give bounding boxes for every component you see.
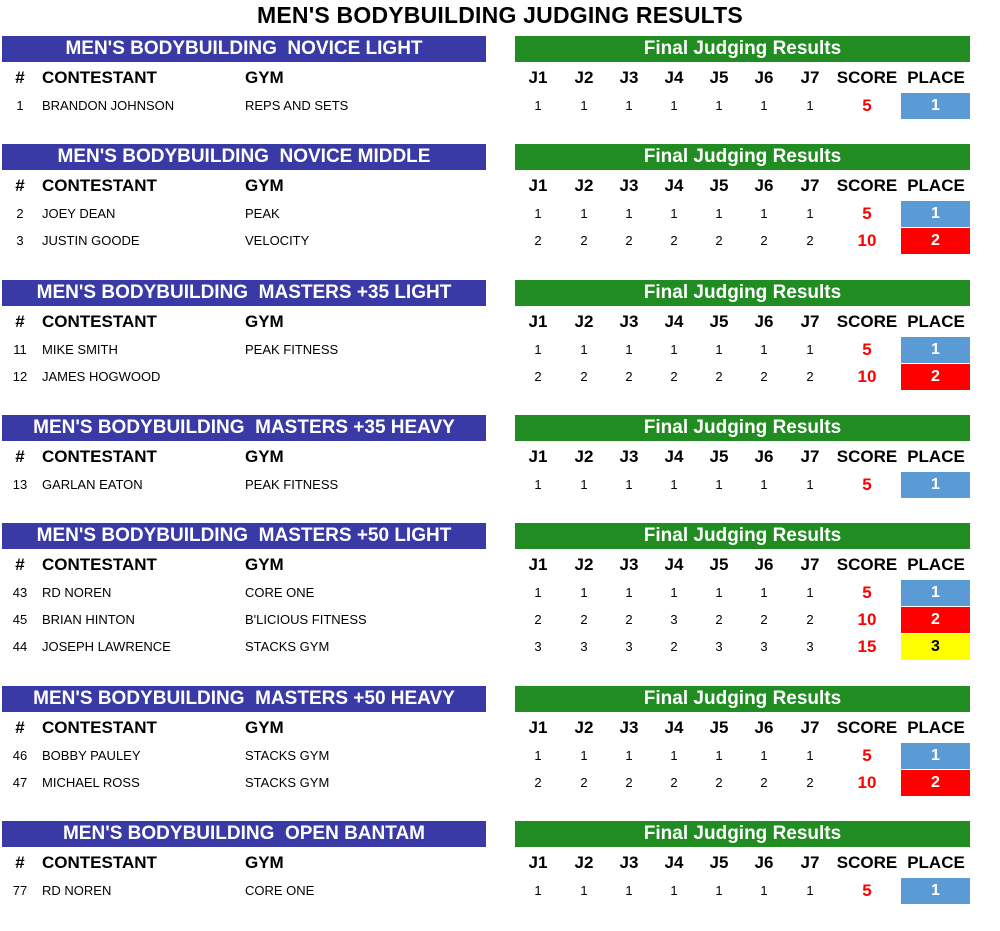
header-judge: J2 [574, 718, 594, 737]
contestant-gym: PEAK FITNESS [245, 477, 339, 492]
contestant-name: JOEY DEAN [42, 206, 116, 221]
contestant-number: 1 [16, 98, 24, 113]
category-header: MEN'S BODYBUILDING MASTERS +35 HEAVY [2, 415, 486, 441]
header-judge: J7 [800, 68, 820, 87]
judge-score: 1 [625, 883, 633, 898]
contestant-row [0, 94, 1000, 118]
judge-score: 2 [806, 775, 814, 790]
judge-score: 1 [760, 585, 768, 600]
place-badge: 1 [901, 93, 970, 119]
header-number: # [15, 68, 25, 87]
judge-score: 2 [625, 369, 633, 384]
contestant-number: 46 [12, 748, 28, 763]
column-headers [0, 310, 1000, 334]
contestant-name: JAMES HOGWOOD [42, 369, 161, 384]
header-number: # [15, 176, 25, 195]
header-judge: J7 [800, 853, 820, 872]
judge-score: 2 [625, 775, 633, 790]
header-judge: J3 [619, 718, 639, 737]
judge-score: 1 [715, 883, 723, 898]
header-contestant: CONTESTANT [42, 176, 157, 195]
judge-score: 2 [760, 775, 768, 790]
place-badge: 2 [901, 228, 970, 254]
header-judge: J7 [800, 312, 820, 331]
judge-score: 1 [580, 206, 588, 221]
total-score: 10 [857, 231, 877, 250]
header-score: SCORE [836, 447, 898, 466]
header-judge: J1 [528, 312, 548, 331]
judge-score: 1 [715, 585, 723, 600]
header-gym: GYM [245, 718, 284, 737]
judge-score: 1 [580, 585, 588, 600]
contestant-row [0, 879, 1000, 903]
contestant-gym: B'LICIOUS FITNESS [245, 612, 367, 627]
judge-score: 2 [534, 775, 542, 790]
judge-score: 1 [715, 477, 723, 492]
judge-score: 1 [534, 883, 542, 898]
header-place: PLACE [907, 853, 965, 872]
judge-score: 2 [806, 369, 814, 384]
judge-score: 1 [670, 477, 678, 492]
header-judge: J6 [754, 176, 774, 195]
header-judge: J1 [528, 555, 548, 574]
judge-score: 1 [806, 342, 814, 357]
place-badge: 1 [901, 337, 970, 363]
header-score: SCORE [836, 312, 898, 331]
total-score: 5 [862, 583, 872, 602]
final-results-header: Final Judging Results [515, 686, 970, 712]
header-place: PLACE [907, 447, 965, 466]
contestant-number: 11 [13, 342, 27, 357]
header-judge: J4 [664, 853, 684, 872]
header-judge: J4 [664, 718, 684, 737]
header-judge: J2 [574, 312, 594, 331]
header-judge: J7 [800, 447, 820, 466]
header-judge: J4 [664, 68, 684, 87]
total-score: 10 [857, 610, 877, 629]
total-score: 5 [862, 340, 872, 359]
header-judge: J4 [664, 312, 684, 331]
header-gym: GYM [245, 176, 284, 195]
total-score: 15 [857, 637, 877, 656]
header-place: PLACE [907, 176, 965, 195]
contestant-gym: PEAK FITNESS [245, 342, 339, 357]
judge-score: 1 [670, 585, 678, 600]
judge-score: 2 [806, 612, 814, 627]
contestant-name: RD NOREN [42, 883, 112, 898]
header-score: SCORE [836, 68, 898, 87]
header-contestant: CONTESTANT [42, 447, 157, 466]
header-judge: J5 [709, 312, 729, 331]
contestant-row [0, 365, 1000, 389]
place-badge: 1 [901, 580, 970, 606]
header-contestant: CONTESTANT [42, 312, 157, 331]
contestant-gym: VELOCITY [245, 233, 310, 248]
header-judge: J5 [709, 176, 729, 195]
judge-score: 1 [715, 748, 723, 763]
header-score: SCORE [836, 718, 898, 737]
judge-score: 2 [806, 233, 814, 248]
header-judge: J6 [754, 68, 774, 87]
contestant-name: RD NOREN [42, 585, 112, 600]
judge-score: 1 [670, 883, 678, 898]
judge-score: 1 [625, 748, 633, 763]
judge-score: 1 [670, 98, 678, 113]
final-results-header: Final Judging Results [515, 821, 970, 847]
place-badge: 2 [901, 607, 970, 633]
total-score: 5 [862, 475, 872, 494]
contestant-row [0, 229, 1000, 253]
contestant-row [0, 338, 1000, 362]
contestant-row [0, 635, 1000, 659]
contestant-gym: STACKS GYM [245, 775, 330, 790]
contestant-name: BRIAN HINTON [42, 612, 135, 627]
contestant-gym: CORE ONE [245, 883, 315, 898]
judge-score: 2 [534, 612, 542, 627]
header-judge: J5 [709, 68, 729, 87]
judge-score: 1 [625, 342, 633, 357]
judge-score: 1 [670, 206, 678, 221]
total-score: 5 [862, 746, 872, 765]
contestant-name: JOSEPH LAWRENCE [42, 639, 171, 654]
header-judge: J1 [528, 68, 548, 87]
column-headers [0, 716, 1000, 740]
final-results-header: Final Judging Results [515, 36, 970, 62]
column-headers [0, 445, 1000, 469]
contestant-number: 2 [16, 206, 24, 221]
header-judge: J2 [574, 447, 594, 466]
judge-score: 2 [580, 612, 588, 627]
contestant-row [0, 608, 1000, 632]
judge-score: 1 [715, 342, 723, 357]
header-judge: J1 [528, 176, 548, 195]
judge-score: 1 [580, 342, 588, 357]
judge-score: 1 [534, 585, 542, 600]
header-number: # [15, 555, 25, 574]
header-judge: J2 [574, 555, 594, 574]
header-judge: J1 [528, 447, 548, 466]
judge-score: 1 [670, 342, 678, 357]
final-results-header: Final Judging Results [515, 415, 970, 441]
place-badge: 1 [901, 201, 970, 227]
header-judge: J3 [619, 68, 639, 87]
header-judge: J2 [574, 853, 594, 872]
judge-score: 1 [760, 98, 768, 113]
header-judge: J7 [800, 555, 820, 574]
contestant-gym: REPS AND SETS [245, 98, 349, 113]
header-contestant: CONTESTANT [42, 555, 157, 574]
contestant-name: MICHAEL ROSS [42, 775, 140, 790]
header-gym: GYM [245, 312, 284, 331]
contestant-row [0, 202, 1000, 226]
header-judge: J3 [619, 312, 639, 331]
header-place: PLACE [907, 555, 965, 574]
contestant-gym: CORE ONE [245, 585, 315, 600]
judge-score: 3 [534, 639, 542, 654]
judge-score: 2 [534, 233, 542, 248]
contestant-name: BRANDON JOHNSON [42, 98, 175, 113]
judge-score: 3 [806, 639, 814, 654]
column-headers [0, 174, 1000, 198]
contestant-number: 43 [12, 585, 28, 600]
judge-score: 2 [625, 612, 633, 627]
header-judge: J6 [754, 555, 774, 574]
place-badge: 1 [901, 878, 970, 904]
judge-score: 1 [625, 98, 633, 113]
judge-score: 3 [625, 639, 633, 654]
header-contestant: CONTESTANT [42, 718, 157, 737]
contestant-number: 47 [12, 775, 28, 790]
judge-score: 1 [806, 477, 814, 492]
contestant-row [0, 771, 1000, 795]
contestant-row [0, 581, 1000, 605]
header-number: # [15, 312, 25, 331]
header-place: PLACE [907, 68, 965, 87]
category-header: MEN'S BODYBUILDING NOVICE LIGHT [2, 36, 486, 62]
header-score: SCORE [836, 853, 898, 872]
column-headers [0, 553, 1000, 577]
judge-score: 2 [534, 369, 542, 384]
place-badge: 2 [901, 364, 970, 390]
judge-score: 1 [534, 477, 542, 492]
judge-score: 1 [580, 98, 588, 113]
place-badge: 1 [901, 472, 970, 498]
judge-score: 3 [760, 639, 768, 654]
judge-score: 1 [580, 748, 588, 763]
header-judge: J2 [574, 176, 594, 195]
contestant-number: 45 [12, 612, 28, 627]
contestant-gym: STACKS GYM [245, 639, 330, 654]
judge-score: 1 [580, 477, 588, 492]
contestant-number: 3 [16, 233, 24, 248]
judge-score: 2 [715, 612, 723, 627]
judge-score: 2 [715, 233, 723, 248]
header-judge: J7 [800, 718, 820, 737]
judge-score: 2 [580, 369, 588, 384]
header-number: # [15, 447, 25, 466]
judge-score: 2 [760, 233, 768, 248]
total-score: 10 [857, 773, 877, 792]
judge-score: 1 [806, 206, 814, 221]
category-header: MEN'S BODYBUILDING MASTERS +50 HEAVY [2, 686, 486, 712]
judge-score: 1 [625, 477, 633, 492]
total-score: 5 [862, 204, 872, 223]
judge-score: 1 [806, 585, 814, 600]
header-number: # [15, 718, 25, 737]
judge-score: 2 [580, 233, 588, 248]
header-judge: J5 [709, 555, 729, 574]
judge-score: 2 [670, 775, 678, 790]
judge-score: 1 [760, 748, 768, 763]
header-judge: J6 [754, 853, 774, 872]
judge-score: 1 [534, 206, 542, 221]
judge-score: 1 [580, 883, 588, 898]
category-header: MEN'S BODYBUILDING MASTERS +50 LIGHT [2, 523, 486, 549]
header-judge: J5 [709, 447, 729, 466]
total-score: 5 [862, 96, 872, 115]
judge-score: 1 [806, 883, 814, 898]
header-judge: J4 [664, 176, 684, 195]
judge-score: 2 [760, 612, 768, 627]
contestant-number: 13 [12, 477, 28, 492]
header-judge: J3 [619, 176, 639, 195]
contestant-row [0, 744, 1000, 768]
header-judge: J4 [664, 447, 684, 466]
judge-score: 1 [534, 342, 542, 357]
header-place: PLACE [907, 312, 965, 331]
header-judge: J5 [709, 718, 729, 737]
contestant-name: GARLAN EATON [42, 477, 143, 492]
header-gym: GYM [245, 447, 284, 466]
judge-score: 1 [534, 748, 542, 763]
contestant-name: JUSTIN GOODE [42, 233, 140, 248]
header-judge: J6 [754, 312, 774, 331]
page-title: MEN'S BODYBUILDING JUDGING RESULTS [257, 2, 743, 28]
contestant-gym: PEAK [245, 206, 280, 221]
header-judge: J3 [619, 853, 639, 872]
final-results-header: Final Judging Results [515, 144, 970, 170]
total-score: 5 [862, 881, 872, 900]
header-score: SCORE [836, 555, 898, 574]
judge-score: 3 [580, 639, 588, 654]
judge-score: 1 [715, 98, 723, 113]
header-contestant: CONTESTANT [42, 853, 157, 872]
header-judge: J3 [619, 447, 639, 466]
judge-score: 3 [715, 639, 723, 654]
judge-score: 2 [625, 233, 633, 248]
column-headers [0, 66, 1000, 90]
final-results-header: Final Judging Results [515, 523, 970, 549]
judge-score: 1 [715, 206, 723, 221]
judge-score: 1 [806, 748, 814, 763]
contestant-number: 12 [12, 369, 28, 384]
header-judge: J1 [528, 853, 548, 872]
place-badge: 3 [901, 634, 970, 660]
judge-score: 2 [760, 369, 768, 384]
column-headers [0, 851, 1000, 875]
header-judge: J3 [619, 555, 639, 574]
contestant-name: BOBBY PAULEY [42, 748, 141, 763]
contestant-name: MIKE SMITH [42, 342, 118, 357]
category-header: MEN'S BODYBUILDING OPEN BANTAM [2, 821, 486, 847]
judge-score: 1 [670, 748, 678, 763]
header-gym: GYM [245, 853, 284, 872]
judge-score: 1 [760, 477, 768, 492]
header-score: SCORE [836, 176, 898, 195]
total-score: 10 [857, 367, 877, 386]
judge-score: 2 [670, 369, 678, 384]
header-judge: J2 [574, 68, 594, 87]
header-judge: J4 [664, 555, 684, 574]
judge-score: 1 [760, 342, 768, 357]
judge-score: 2 [580, 775, 588, 790]
header-gym: GYM [245, 555, 284, 574]
place-badge: 2 [901, 770, 970, 796]
header-judge: J1 [528, 718, 548, 737]
contestant-number: 44 [12, 639, 28, 654]
judge-score: 1 [534, 98, 542, 113]
final-results-header: Final Judging Results [515, 280, 970, 306]
contestant-gym: STACKS GYM [245, 748, 330, 763]
contestant-row [0, 473, 1000, 497]
place-badge: 1 [901, 743, 970, 769]
category-header: MEN'S BODYBUILDING MASTERS +35 LIGHT [2, 280, 486, 306]
header-judge: J5 [709, 853, 729, 872]
judge-score: 2 [670, 233, 678, 248]
header-judge: J7 [800, 176, 820, 195]
judge-score: 2 [670, 639, 678, 654]
contestant-number: 77 [12, 883, 28, 898]
judge-score: 2 [715, 775, 723, 790]
header-contestant: CONTESTANT [42, 68, 157, 87]
judge-score: 1 [806, 98, 814, 113]
judge-score: 1 [625, 585, 633, 600]
judge-score: 1 [625, 206, 633, 221]
header-gym: GYM [245, 68, 284, 87]
judge-score: 1 [760, 206, 768, 221]
judge-score: 3 [670, 612, 678, 627]
header-number: # [15, 853, 25, 872]
category-header: MEN'S BODYBUILDING NOVICE MIDDLE [2, 144, 486, 170]
header-place: PLACE [907, 718, 965, 737]
judge-score: 1 [760, 883, 768, 898]
judge-score: 2 [715, 369, 723, 384]
header-judge: J6 [754, 447, 774, 466]
header-judge: J6 [754, 718, 774, 737]
